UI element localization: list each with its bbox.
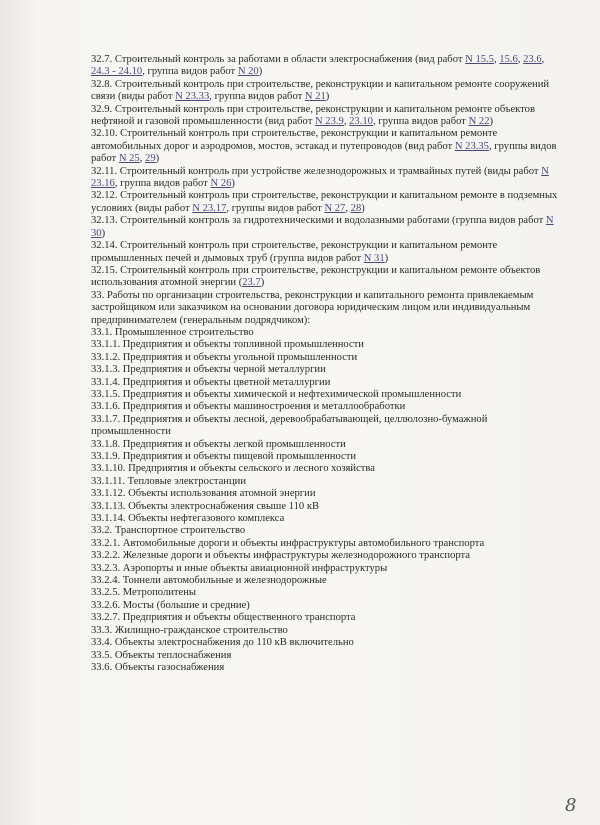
paragraph — [91, 352, 561, 364]
paragraph — [91, 339, 561, 351]
paragraph — [91, 327, 561, 339]
reference-link[interactable]: 23.10 — [349, 116, 373, 128]
paragraph-text: 33.2.2. Железные дороги и объекты инфраструктуры железнодорожного транспорта — [91, 550, 471, 562]
paragraph-text: ) — [361, 202, 365, 214]
paragraph-text: ) — [231, 178, 235, 190]
paragraph-text: 33.2.1. Автомобильные дороги и объекты инфраструктуры автомобильного транспорта — [91, 537, 485, 549]
paragraph-text: , — [541, 54, 545, 65]
paragraph-text: 32.8. Строительный контроль при строительстве, реконструкции и капитальном ремонте сооружений связи (виды работ — [91, 78, 550, 103]
paragraph-text: , — [345, 202, 351, 214]
paragraph — [91, 538, 561, 550]
paragraph-text: 33.1.2. Предприятия и объекты угольной промышленности — [91, 351, 358, 363]
paragraph — [91, 513, 561, 525]
paragraph-text: 32.14. Строительный контроль при строительстве, реконструкции и капитальном ремонте промышленных печей и дымовых труб (группа видов работ — [91, 240, 498, 264]
paragraph — [91, 451, 561, 463]
paragraph-text: ) — [489, 116, 494, 128]
paragraph — [91, 389, 561, 401]
paragraph-text: 33.1.9. Предприятия и объекты пищевой промышленности — [91, 451, 357, 462]
reference-link[interactable]: N 20 — [237, 66, 259, 78]
paragraph-text: , группа видов работ — [372, 116, 469, 128]
paragraph — [91, 215, 561, 240]
reference-link[interactable]: 23.7 — [242, 277, 261, 289]
paragraph — [91, 240, 561, 265]
paragraph-text: 32.12. Строительный контроль при строительстве, реконструкции и капитальном ремонте в подземных условиях (виды работ — [91, 190, 558, 214]
paragraph — [91, 104, 561, 129]
paragraph — [91, 79, 561, 104]
paragraph-text: 32.10. Строительный контроль при строительстве, реконструкции и капитальном ремонте автомобильных дорог и аэродромов, мостов, эстакад и путепроводов (вид работ — [91, 128, 498, 152]
paragraph — [91, 364, 561, 376]
paragraph-text: 33.1.14. Объекты нефтегазового комплекса — [91, 513, 285, 525]
paragraph-text: , — [343, 116, 350, 128]
paragraph-text: 33.1.6. Предприятия и объекты машиностроения и металлообработки — [91, 401, 406, 413]
paragraph — [91, 587, 561, 599]
paragraph-text: 32.11. Строительный контроль при устройстве железнодорожных и трамвайных путей (виды работ — [91, 165, 542, 177]
paragraph — [91, 414, 561, 439]
paragraph — [91, 265, 561, 290]
paragraph-text: 32.15. Строительный контроль при строительстве, реконструкции и капитальном ремонте объектов использования атомной энергии ( — [91, 264, 541, 289]
reference-link[interactable]: 28 — [350, 202, 362, 214]
paragraph-text: 33.1.4. Предприятия и объекты цветной металлургии — [91, 376, 331, 388]
reference-link[interactable]: 23.6 — [523, 54, 542, 65]
paragraph — [91, 612, 561, 624]
paragraph-text: 33.6. Объекты газоснабжения — [91, 661, 225, 673]
paragraph-text: , — [517, 54, 524, 65]
paragraph-text: 32.9. Строительный контроль при строительстве, реконструкции и капитальном ремонте объектов нефтяной и газовой промышленности (вид работ — [91, 103, 535, 128]
paragraph-text: 33.1. Промышленное строительство — [91, 326, 254, 338]
paragraph-text: 33.2.3. Аэропорты и иные объекты авиационной инфраструктуры — [91, 562, 388, 574]
page-number: 8 — [565, 795, 577, 816]
paragraph — [91, 377, 561, 389]
reference-link[interactable]: N 15.5 — [465, 54, 494, 65]
paragraph-text: 33.1.12. Объекты использования атомной энергии — [91, 488, 316, 500]
paragraph-text: ) — [384, 252, 389, 264]
paragraph — [91, 575, 561, 587]
paragraph — [91, 662, 561, 674]
paragraph — [91, 439, 561, 451]
paragraph-text: 33.1.13. Объекты электроснабжения свыше 110 кВ — [91, 500, 320, 512]
reference-link[interactable]: N 23.16 — [91, 165, 549, 190]
paragraph-text: 33.1.10. Предприятия и объекты сельского и лесного хозяйства — [91, 463, 375, 475]
paragraph-text: 33.1.11. Тепловые электростанции — [91, 475, 246, 487]
paragraph-text: 33.3. Жилищно-гражданское строительство — [91, 624, 288, 636]
reference-link[interactable]: N 23.9 — [314, 116, 344, 128]
paragraph-text: ) — [155, 153, 160, 165]
reference-link[interactable]: N 21 — [304, 91, 326, 103]
paragraph-text: 33.1.3. Предприятия и объекты черной металлургии — [91, 364, 326, 376]
paragraph-text: 33.5. Объекты теплоснабжения — [91, 649, 232, 661]
paragraph — [91, 650, 561, 662]
reference-link[interactable]: N 23.33 — [175, 91, 210, 103]
paragraph — [91, 128, 561, 165]
reference-link[interactable]: N 31 — [363, 252, 385, 264]
reference-link[interactable]: N 23.35 — [454, 140, 489, 152]
paragraph-text: 33.1.1. Предприятия и объекты топливной промышленности — [91, 339, 364, 351]
reference-link[interactable]: 15.6 — [499, 54, 518, 65]
reference-link[interactable]: N 25 — [118, 153, 140, 165]
paragraph — [91, 166, 561, 191]
paragraph — [91, 190, 561, 215]
paragraph-text: 33. Работы по организации строительства, реконструкции и капитального ремонта привлекаемым застройщиком или заказчиком на основании договора юридическим лицом или индивидуальным предпринимателем (генеральным подрядчиком): — [91, 289, 534, 326]
paragraph-text: 33.2.7. Предприятия и объекты общественного транспорта — [91, 612, 356, 624]
paragraph — [91, 625, 561, 637]
reference-link[interactable]: N 26 — [210, 178, 232, 190]
reference-link[interactable]: N 27 — [324, 202, 346, 214]
paragraph — [91, 550, 561, 562]
document-body — [91, 54, 561, 674]
paragraph — [91, 476, 561, 488]
paragraph-text: ) — [325, 91, 330, 103]
paragraph-text: 33.2. Транспортное строительство — [91, 525, 246, 537]
paragraph-text: 33.1.5. Предприятия и объекты химической и нефтехимической промышленности — [91, 388, 462, 400]
paragraph — [91, 290, 561, 327]
paragraph-text: , группы видов работ — [91, 140, 557, 165]
paragraph-text: , группа видов работ — [142, 66, 238, 78]
paragraph — [91, 525, 561, 537]
paragraph-text: 33.1.7. Предприятия и объекты лесной, деревообрабатывающей, целлюлозно-бумажной промышленности — [91, 413, 488, 438]
paragraph — [91, 501, 561, 513]
reference-link[interactable]: 29 — [145, 153, 156, 165]
reference-link[interactable]: N 23.17 — [192, 202, 227, 214]
reference-link[interactable]: N 30 — [91, 215, 554, 239]
paragraph-text: 33.2.5. Метрополитены — [91, 587, 197, 599]
paragraph — [91, 488, 561, 500]
paragraph — [91, 600, 561, 612]
reference-link[interactable]: N 22 — [468, 116, 490, 128]
paragraph-text: 33.2.6. Мосты (большие и средние) — [91, 599, 250, 611]
paragraph-text: 33.1.8. Предприятия и объекты легкой промышленности — [91, 438, 346, 450]
paragraph — [91, 637, 561, 649]
paragraph-text: ) — [101, 227, 106, 239]
paragraph-text: , — [493, 54, 500, 65]
reference-link[interactable]: 24.3 - 24.10 — [91, 66, 143, 78]
paragraph-text: 33.4. Объекты электроснабжения до 110 кВ включительно — [91, 637, 354, 649]
paragraph — [91, 463, 561, 475]
paragraph-text: ) — [258, 66, 263, 78]
paragraph-text: 32.7. Строительный контроль за работами в области электроснабжения (вид работ — [91, 54, 466, 65]
paragraph-text: ) — [260, 277, 265, 289]
paragraph-text: , — [139, 153, 146, 165]
paragraph — [91, 563, 561, 575]
paragraph-text: , группа видов работ — [209, 91, 305, 103]
paragraph — [91, 54, 561, 79]
paragraph — [91, 401, 561, 413]
paragraph-text: , группы видов работ — [226, 202, 325, 214]
paragraph-text: 32.13. Строительный контроль за гидротехническими и водолазными работами (группа видов работ — [91, 215, 546, 227]
paragraph-text: 33.2.4. Тоннели автомобильные и железнодорожные — [91, 575, 327, 587]
paragraph-text: , группа видов работ — [114, 178, 211, 190]
